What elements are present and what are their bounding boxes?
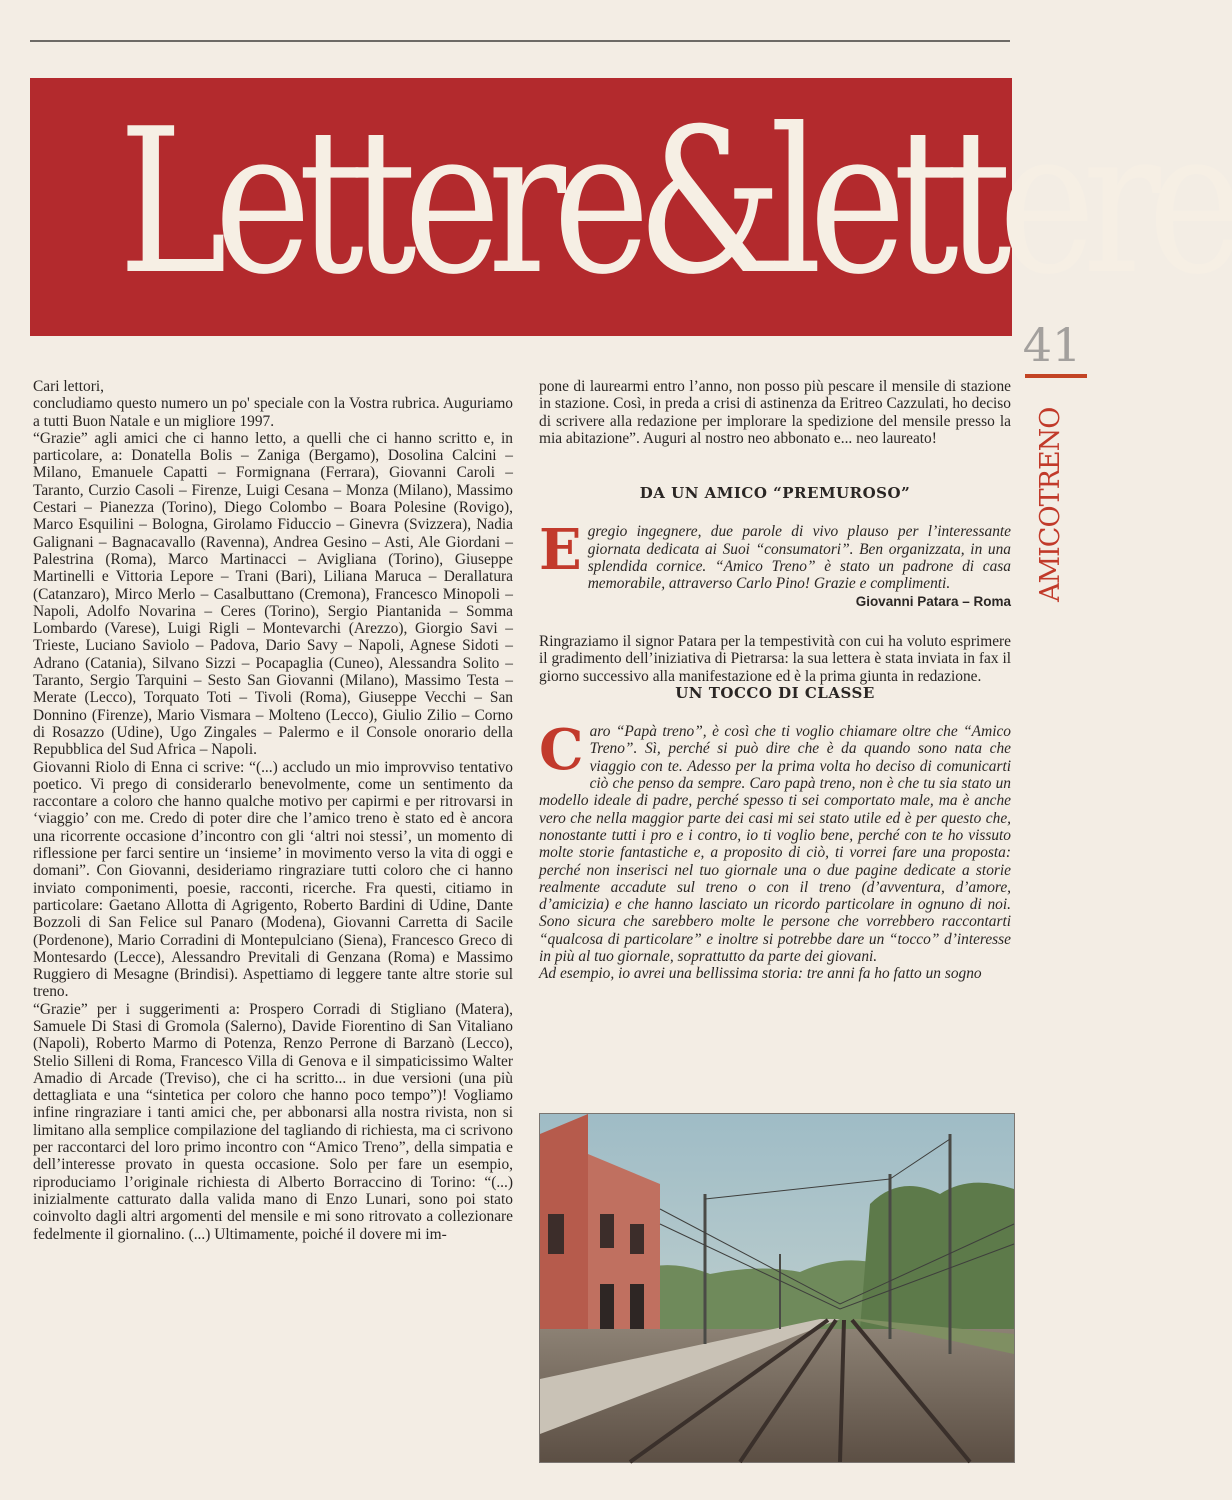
- top-rule: [30, 40, 1010, 42]
- page-number: 41: [1022, 318, 1082, 372]
- letter-patara-text: gregio ingegnere, due parole di vivo plauso per l’interessante giornata dedicata ai Suoi “consumatori”. Ben organizzata, in una splendida cornice. “Amico Treno” è stato un padrone di casa memorabile, attraverso Carlo Pino! Grazie e complimenti.: [587, 523, 1011, 593]
- railway-station-photo: [539, 1113, 1015, 1463]
- greeting: Cari lettori,: [33, 378, 104, 395]
- riolo-paragraph: Giovanni Riolo di Enna ci scrive: “(...) accludo un mio improvviso tentativo poetico. Vi prego di considerarlo benevolmente, come un sentimento da raccontare a coloro che hanno qualche motivo per capirmi e per ritrovarsi in ‘viaggio’ con me. Credo di poter dire che l’amico treno è stato ed è ancora una ricorrente occasione d’incontro con gli ‘altri noi stessi’, un momento di riflessione per farci sentire un ‘insieme’ in movimento verso la vita di oggi e domani”. Con Giovanni, desideriamo ringraziare tutti coloro che ci hanno inviato componimenti, poesie, racconti, ricerche. Fra questi, citiamo in particolare: Gaetano Allotta di Agrigento, Roberto Bardini di Udine, Dante Bozzoli di San Felice sul Panaro (Modena), Giovanni Carretta di Sacile (Pordenone), Mario Corradini di Montepulciano (Siena), Francesco Greco di Montesardo (Lecce), Alessandro Previtali di Genzana (Roma) e Massimo Ruggiero di Mesagne (Brindisi). Aspettiamo di leggere tante altre storie sul treno.: [33, 758, 513, 1001]
- dropcap-c: C: [539, 717, 584, 784]
- dropcap-e: E: [539, 517, 582, 584]
- section-title-tocco: UN TOCCO DI CLASSE: [675, 683, 875, 702]
- section-accent-bar: [1025, 374, 1087, 378]
- left-column: [33, 378, 513, 1243]
- masthead-title: Lettere&lettere: [118, 86, 1232, 319]
- continuation-paragraph: pone di laurearmi entro l’anno, non posso più pescare il mensile di stazione in stazione. Così, in preda a crisi di astinenza da Eritreo Cazzulati, ho deciso di scrivere alla redazione per implorare la spedizione del mensile presso la mia abitazione”. Auguri al nostro neo abbonato e... neo laureato!: [539, 378, 1011, 447]
- letter-papa-treno: [539, 717, 1011, 966]
- reply-patara: Ringraziamo il signor Patara per la tempestività con cui ha voluto esprimere il gradimento dell’iniziativa di Pietrarsa: la sua lettera è stata inviata in fax il giorno successivo alla manifestazione ed è la prima giunta in redazione.: [539, 632, 1011, 685]
- suggestions-paragraph: “Grazie” per i suggerimenti a: Prospero Corradi di Stigliano (Matera), Samuele Di Stasi di Gromola (Salerno), Davide Fiorentino di San Vitaliano (Napoli), Roberto Marmo di Potenza, Renzo Perrone di Barzanò (Lecco), Stelio Silleni di Roma, Francesco Villa di Genova e il simpaticissimo Walter Amadio di Arcade (Treviso), che ci ha scritto... in due versioni (una più dettagliata e una “sintetica per coloro che hanno poco tempo”)! Vogliamo infine ringraziare i tanti amici che, per abbonarsi alla nostra rivista, non si limitano alla semplice compilazione del tagliando di richiesta, ma ci scrivono per raccontarci del loro primo incontro con “Amico Treno”, della simpatia e dell’interesse provato in questa occasione. Solo per fare un esempio, riproduciamo l’originale richiesta di Alberto Borraccino di Torino: “(...) inizialmente catturato dalla valida mano di Enzo Lunari, sono poi stato coinvolto dagli altri argomenti del mensile e mi sono ritrovato a collezionare fedelmente il giornalino. (...) Ultimamente, poiché il dovere mi im-: [33, 1000, 513, 1243]
- section-title-premuroso: DA UN AMICO “PREMUROSO”: [639, 484, 911, 503]
- right-column: [539, 378, 1011, 983]
- letter-papa-treno-end: Ad esempio, io avrei una bellissima storia: tre anni fa ho fatto un sogno: [539, 965, 982, 983]
- signature-patara: Giovanni Patara – Roma: [855, 593, 1011, 609]
- intro-paragraph: concludiamo questo numero un po' speciale con la Vostra rubrica. Auguriamo a tutti Buon Natale e un migliore 1997.: [33, 395, 513, 430]
- thanks-paragraph: “Grazie” agli amici che ci hanno letto, a quelli che ci hanno scritto e, in particolare, a: Donatella Bolis – Zaniga (Bergamo), Dosolina Calcini – Milano, Emanuele Capatti – Formignana (Ferrara), Giovanni Caroli – Taranto, Curzio Casoli – Firenze, Luigi Cesana – Monza (Milano), Massimo Cestari – Pianezza (Torino), Diego Colombo – Boara Polesine (Rovigo), Marco Esquilini – Bologna, Girolamo Fiduccio – Ginevra (Svizzera), Nadia Galignani – Bagnacavallo (Ravenna), Andrea Gesino – Asti, Ale Giordani – Palestrina (Roma), Marco Martinacci – Avigliana (Torino), Giuseppe Martinelli e Vittoria Lepore – Trani (Bari), Liliana Maruca – Derallatura (Catanzaro), Mirco Merlo – Casalbuttano (Cremona), Francesco Minopoli – Napoli, Adolfo Novarina – Ceres (Torino), Sergio Piantanida – Somma Lombardo (Varese), Luigi Rigli – Montevarchi (Arezzo), Giorgio Savi – Trieste, Luciano Saviolo – Padova, Dario Savy – Napoli, Agnese Sidoti – Adrano (Catania), Silvano Sizzi – Pocapaglia (Cuneo), Alessandra Solito – Taranto, Sergio Tarquini – Sesto San Giovanni (Milano), Massimo Testa – Merate (Lecco), Torquato Toti – Tivoli (Roma), Giuseppe Vecchi – San Donnino (Firenze), Mario Vismara – Molteno (Lecco), Giulio Zilio – Corno di Rosazzo (Udine), Ugo Zingales – Palermo e il Console onorario della Repubblica del Sud Africa – Napoli.: [33, 429, 513, 759]
- section-label: AMICOTRENO: [1035, 407, 1066, 603]
- letter-papa-treno-text: aro “Papà treno”, è così che ti voglio chiamare oltre che “Amico Treno”. Sì, perché si può dire che è da quando sono nata che viaggio con te. Adesso per la prima volta ho deciso di comunicarti ciò che penso da sempre. Caro papà treno, non è che tu sia stato un modello ideale di padre, perché spesso ti sei comportato male, ma è anche vero che nella maggior parte dei casi mi sei stato utile ed è per questo che, nonostante tutti i pro e i contro, io ti voglio bene, perché con te ho vissuto molte storie fantastiche e, a proposito di ciò, ti vorrei fare una proposta: perché non inserisci nel tuo giornale una o due pagine dedicate a storie realmente accadute sul treno o con il treno (d’avventura, d’amore, d’amicizia) e che hanno lasciato un ricordo particolare in ognuno di noi. Sono sicura che sarebbero molte le persone che vorrebbero raccontarti “qualcosa di particolare” e inoltre si potrebbe dare un “tocco” d’interesse in più al tuo giornale, soprattutto da parte dei giovani.: [539, 723, 1011, 966]
- masthead-banner: [30, 78, 1232, 336]
- letter-patara: [539, 517, 1011, 593]
